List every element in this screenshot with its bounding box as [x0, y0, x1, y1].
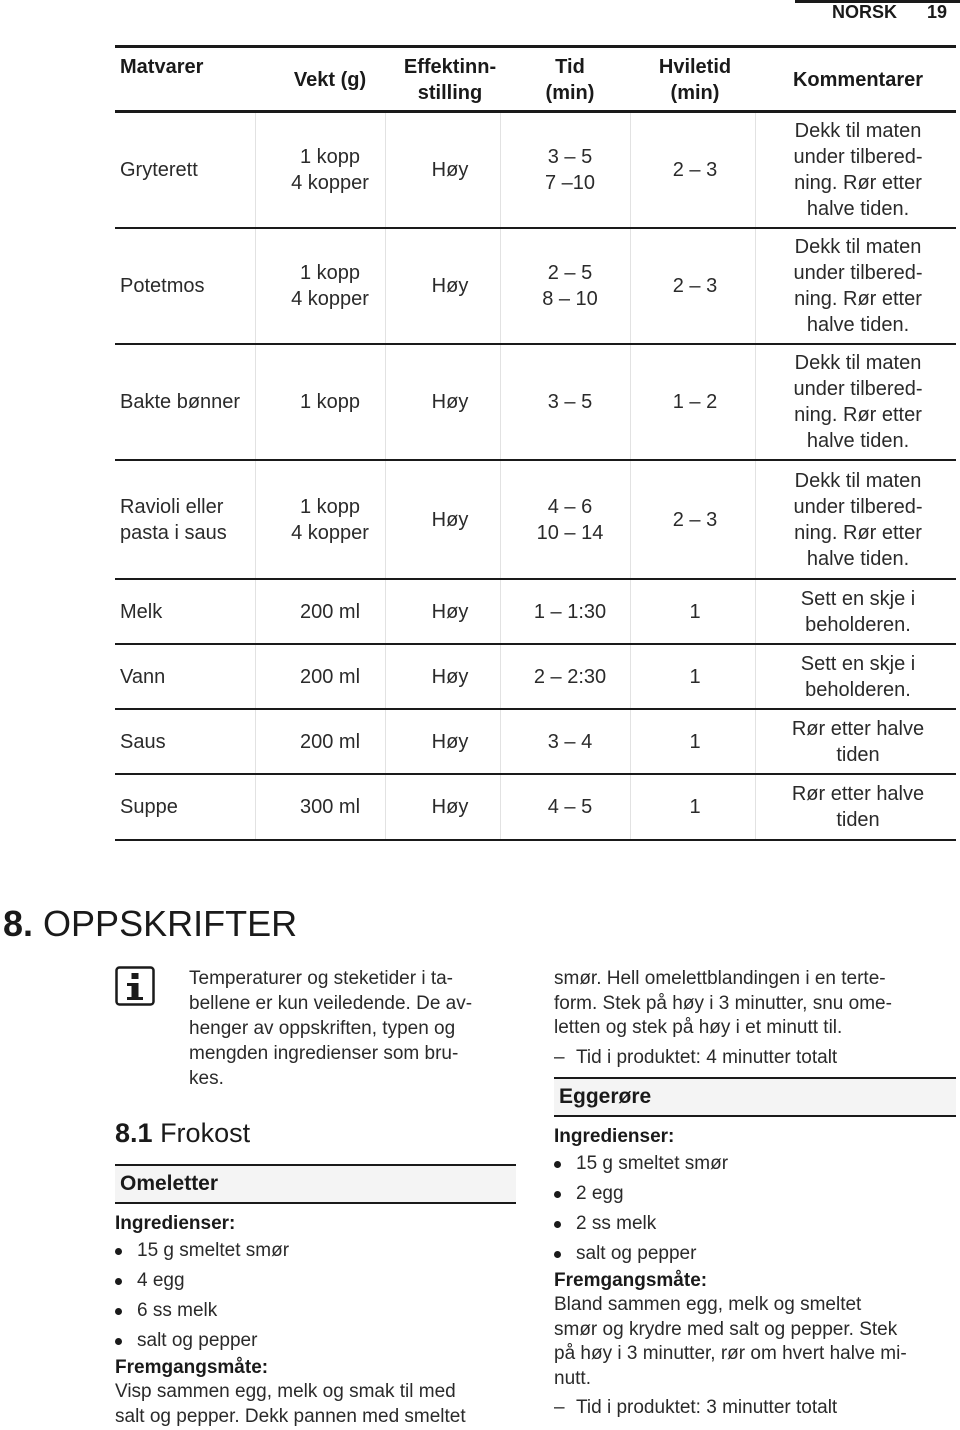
cell-food: Vann	[120, 665, 166, 688]
scrambled-title-bar: Eggerøre	[554, 1077, 956, 1117]
subsection-heading	[115, 1117, 250, 1149]
cell-power: Høy	[431, 159, 469, 181]
cell-time: 4 – 5	[547, 796, 593, 818]
cell-food: Suppe	[120, 796, 178, 818]
cell-power: Høy	[431, 275, 469, 297]
header-food: Matvarer	[120, 56, 204, 78]
column-divider	[630, 645, 631, 708]
cell-time: 4 – 6 10 – 14	[536, 495, 604, 544]
column-divider	[755, 229, 756, 343]
table-row	[115, 461, 956, 580]
cell-time: 2 – 5 8 – 10	[542, 262, 598, 310]
info-icon	[115, 966, 155, 1006]
table-row	[115, 113, 956, 229]
column-divider	[255, 345, 256, 459]
cell-food: Potetmos	[120, 275, 205, 297]
list-item: salt og pepper	[554, 1241, 954, 1271]
scrambled-time-text: Tid i produktet: 3 minutter totalt	[576, 1397, 838, 1418]
language-label: NORSK	[832, 2, 898, 22]
subsection-number: 8.1	[115, 1118, 153, 1148]
cell-weight: 1 kopp 4 kopper	[291, 262, 369, 310]
cell-food: Ravioli eller pasta i saus	[120, 495, 227, 544]
column-divider	[630, 710, 631, 773]
cell-food: Saus	[120, 730, 166, 753]
column-divider	[255, 645, 256, 708]
cell-comment: Sett en skje i beholderen.	[800, 587, 916, 636]
list-item: 4 egg	[115, 1268, 515, 1298]
column-divider	[500, 113, 501, 227]
list-item: 15 g smeltet smør	[115, 1238, 515, 1268]
column-divider	[255, 775, 256, 839]
column-divider	[500, 345, 501, 459]
table-row	[115, 229, 956, 345]
omelette-time-line	[554, 1046, 837, 1070]
dash: –	[554, 1047, 565, 1068]
cell-weight: 300 ml	[299, 796, 361, 818]
section-heading	[3, 903, 297, 945]
header-time: Tid (min)	[545, 56, 595, 104]
column-divider	[755, 461, 756, 578]
column-divider	[630, 113, 631, 227]
table-row	[115, 775, 956, 841]
section-title: OPPSKRIFTER	[43, 903, 298, 944]
cell-comment: Dekk til maten under tilbered- ning. Rør etter halve tiden.	[793, 120, 923, 220]
column-divider	[755, 775, 756, 839]
header-power: Effektinn- stilling	[403, 56, 497, 104]
cell-rest: 1	[689, 796, 701, 818]
omelette-method-continued: smør. Hell omelettblandingen i en terte- form. Stek på høy i 3 minutter, snu ome- letten og stek på høy i et minutt til.	[554, 968, 892, 1038]
omelette-ingredients-label: Ingredienser:	[115, 1213, 236, 1234]
cell-weight: 1 kopp	[299, 391, 361, 413]
page-number: 19	[927, 2, 948, 22]
column-divider	[500, 775, 501, 839]
header-weight: Vekt (g)	[293, 69, 367, 91]
scrambled-ingredients-label: Ingredienser:	[554, 1126, 675, 1147]
info-note: Temperaturer og steketider i ta- bellene er kun veiledende. De av- henger av oppskriften, typen og mengden ingredienser som bru- kes.	[189, 968, 473, 1089]
cell-time: 3 – 4	[547, 730, 593, 753]
table-body	[115, 113, 956, 841]
cell-rest: 1	[689, 600, 701, 623]
column-divider	[755, 113, 756, 227]
cell-power: Høy	[431, 391, 469, 413]
column-divider	[630, 775, 631, 839]
column-divider	[630, 580, 631, 643]
cell-power: Høy	[431, 665, 469, 688]
cell-weight: 1 kopp 4 kopper	[291, 146, 369, 194]
column-divider	[500, 580, 501, 643]
column-divider	[500, 645, 501, 708]
column-divider	[255, 461, 256, 578]
cell-comment: Sett en skje i beholderen.	[800, 652, 916, 701]
column-divider	[630, 461, 631, 578]
cell-power: Høy	[431, 730, 469, 753]
omelette-title-bar: Omeletter	[115, 1164, 516, 1204]
list-item: 6 ss melk	[115, 1298, 515, 1328]
column-divider	[500, 710, 501, 773]
cell-power: Høy	[431, 600, 469, 623]
list-item: 2 ss melk	[554, 1211, 954, 1241]
section-number: 8.	[3, 903, 34, 944]
header-rest: Hviletid (min)	[658, 56, 732, 104]
scrambled-method-text: Bland sammen egg, melk og smeltet smør og krydre med salt og pepper. Stek på høy i 3 minutter, rør om hvert halve mi- nutt.	[554, 1294, 907, 1389]
cell-food: Gryterett	[120, 159, 198, 181]
table-row	[115, 645, 956, 710]
column-divider	[255, 580, 256, 643]
omelette-time-text: Tid i produktet: 4 minutter totalt	[576, 1047, 838, 1068]
column-divider	[755, 345, 756, 459]
cell-time: 2 – 2:30	[533, 665, 607, 688]
cell-time: 1 – 1:30	[533, 600, 607, 623]
cooking-table	[115, 45, 956, 841]
omelette-method-text: Visp sammen egg, melk og smak til med salt og pepper. Dekk pannen med smeltet	[115, 1381, 466, 1427]
column-divider	[500, 229, 501, 343]
table-header-row	[115, 48, 956, 113]
cell-rest: 2 – 3	[672, 275, 718, 297]
cell-rest: 1	[689, 730, 701, 753]
cell-weight: 200 ml	[299, 730, 361, 753]
table-row	[115, 710, 956, 775]
cell-food: Melk	[120, 600, 163, 623]
column-divider	[630, 345, 631, 459]
column-divider	[755, 645, 756, 708]
cell-comment: Dekk til maten under tilbered- ning. Rør etter halve tiden.	[793, 236, 923, 336]
table-row	[115, 580, 956, 645]
list-item: 15 g smeltet smør	[554, 1151, 954, 1181]
table-row	[115, 345, 956, 461]
cell-time: 3 – 5	[547, 391, 593, 413]
omelette-method-label: Fremgangsmåte:	[115, 1357, 269, 1378]
cell-comment: Dekk til maten under tilbered- ning. Rør etter halve tiden.	[793, 352, 923, 452]
cell-rest: 1	[689, 665, 701, 688]
column-divider	[630, 229, 631, 343]
dash: –	[554, 1397, 565, 1418]
column-divider	[255, 113, 256, 227]
scrambled-time-line	[554, 1396, 837, 1420]
scrambled-method-label: Fremgangsmåte:	[554, 1270, 708, 1291]
cell-rest: 2 – 3	[672, 159, 718, 181]
list-item: salt og pepper	[115, 1328, 515, 1358]
omelette-ingredients-list	[115, 1238, 515, 1358]
column-divider	[255, 710, 256, 773]
cell-power: Høy	[431, 508, 469, 531]
cell-rest: 1 – 2	[672, 391, 718, 413]
cell-power: Høy	[431, 796, 469, 818]
cell-comment: Dekk til maten under tilbered- ning. Rør etter halve tiden.	[793, 469, 923, 570]
scrambled-ingredients-list	[554, 1151, 954, 1271]
cell-rest: 2 – 3	[672, 508, 718, 531]
cell-weight: 1 kopp 4 kopper	[291, 495, 369, 544]
cell-comment: Rør etter halve tiden	[791, 717, 925, 766]
cell-comment: Rør etter halve tiden	[791, 783, 925, 831]
cell-weight: 200 ml	[299, 600, 361, 623]
list-item: 2 egg	[554, 1181, 954, 1211]
column-divider	[755, 580, 756, 643]
column-divider	[255, 229, 256, 343]
header-comment: Kommentarer	[792, 69, 924, 91]
column-divider	[500, 461, 501, 578]
column-divider	[755, 710, 756, 773]
page-header	[0, 0, 960, 24]
subsection-title: Frokost	[160, 1118, 251, 1148]
cell-food: Bakte bønner	[120, 391, 241, 413]
cell-weight: 200 ml	[299, 665, 361, 688]
cell-time: 3 – 5 7 –10	[544, 146, 596, 194]
